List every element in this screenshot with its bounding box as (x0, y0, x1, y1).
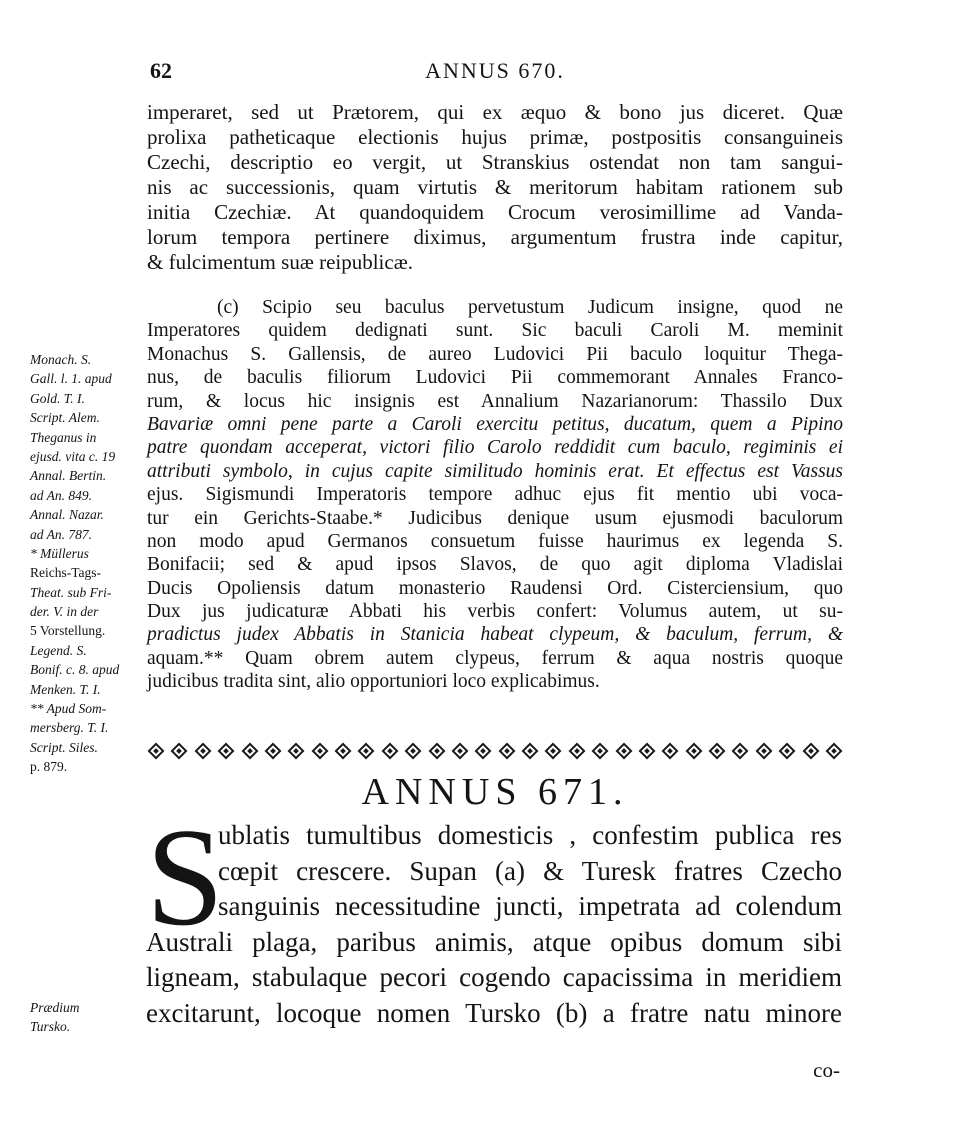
margin-note: * Müllerus (30, 545, 89, 561)
footnote-line: Imperatores quidem dedignati sunt. Sic baculi Caroli M. meminit (147, 320, 843, 342)
margin-notes (30, 350, 148, 777)
diamond-ornament-icon (218, 743, 235, 760)
diamond-ornament-icon (592, 743, 609, 760)
margin-note: Script. Siles. (30, 739, 98, 755)
footnote-line: (c) Scipio seu baculus pervetustum Judicum insigne, quod ne (217, 297, 843, 318)
margin-note: Monach. S. (30, 352, 92, 367)
text-line: nis ac successionis, quam virtutis & meritorum habitam rationem sub (147, 175, 843, 199)
margin-note: Legend. S. (30, 642, 87, 658)
diamond-ornament-icon (405, 743, 422, 760)
margin-note: Theat. sub Fri- (30, 584, 112, 600)
margin-note: Reichs-Tags- (30, 565, 102, 581)
text-line: initia Czechiæ. At quandoquidem Crocum verosimillime ad Vanda- (147, 200, 843, 224)
diamond-ornament-icon (475, 743, 492, 760)
text-line: Czechi, descriptio eo vergit, ut Stranskius ostendat non tam sangui- (147, 150, 843, 174)
body-line: excitarunt, locoque nomen Tursko (b) a fratre natu minore (146, 997, 842, 1028)
footnote-line: Dux jus judicaturæ Abbati his verbis confert: Volumus autem, ut su- (147, 601, 843, 623)
diamond-ornament-icon (264, 743, 281, 760)
main-paragraph (147, 100, 843, 275)
diamond-ornament-icon (545, 743, 562, 760)
footnote-line: aquam.** Quam obrem autem clypeus, ferrum & aqua nostris quoque (147, 647, 843, 669)
margin-note: ejusd. vita c. 19 (30, 448, 116, 464)
footnote-line: attributi symbolo, in cujus capite similitudo hominis erat. Et effectus est Vassus (147, 460, 843, 482)
diamond-ornament-icon (381, 743, 398, 760)
footnote-line: Ducis Opoliensis datum monasterio Raudensi Ord. Cisterciensium, quo (147, 577, 843, 599)
margin-note: Annal. Nazar. (30, 507, 104, 523)
body-line: cœpit crescere. Supan (a) & Turesk fratres Czecho (218, 855, 842, 886)
diamond-ornament-icon (171, 743, 188, 760)
text-line: imperaret, sed ut Prætorem, qui ex æquo & bono jus diceret. Quæ (147, 100, 843, 124)
diamond-ornament-icon (451, 743, 468, 760)
footnote-line: Bavariæ omni pene parte a Caroli exercitu petitus, ducatum, quem a Pipino (147, 413, 843, 435)
catchword: co- (813, 1058, 840, 1082)
diamond-ornament-icon (638, 743, 655, 760)
margin-note: mersberg. T. I. (30, 720, 109, 736)
diamond-ornament-icon (568, 743, 585, 760)
margin-note: p. 879. (30, 759, 68, 775)
diamond-ornament-icon (825, 743, 842, 760)
diamond-ornament-icon (779, 743, 796, 760)
margin-note: Gold. T. I. (30, 390, 85, 406)
diamond-ornament-icon (335, 743, 352, 760)
margin-note: ** Apud Som- (30, 701, 107, 717)
footnote-c (147, 296, 843, 694)
margin-note-praedium (30, 998, 140, 1036)
margin-note: Annal. Bertin. (30, 468, 107, 484)
ornament-divider (150, 740, 840, 762)
diamond-ornament-icon (662, 743, 679, 760)
diamond-ornament-icon (288, 743, 305, 760)
diamond-ornament-icon (522, 743, 539, 760)
footnote-line: tur ein Gerichts-Staabe.* Judicibus denique usum ejusmodi baculorum (147, 507, 843, 529)
diamond-ornament-icon (755, 743, 772, 760)
margin-note: Theganus in (30, 429, 97, 445)
margin-note: Tursko. (30, 1019, 71, 1034)
text-line: & fulcimentum suæ reipublicæ. (147, 250, 413, 274)
diamond-ornament-icon (732, 743, 749, 760)
margin-note: Script. Alem. (30, 410, 100, 426)
diamond-ornament-icon (428, 743, 445, 760)
page-number: 62 (150, 58, 172, 83)
footnote-line: pradictus judex Abbatis in Stanicia habeat clypeum, & baculum, ferrum, & (147, 624, 843, 646)
diamond-ornament-icon (498, 743, 515, 760)
margin-note: Prædium (30, 1000, 80, 1015)
body-line: ublatis tumultibus domesticis , confestim publica res (218, 820, 842, 850)
diamond-ornament-icon (241, 743, 258, 760)
footnote-line: ejus. Sigismundi Imperatoris tempore adhuc ejus fit mentio ubi voca- (147, 484, 843, 506)
body-line: Australi plaga, paribus animis, atque opibus domum sibi (146, 926, 842, 957)
diamond-ornament-icon (194, 743, 211, 760)
margin-note: Gall. l. 1. apud (30, 371, 112, 387)
diamond-ornament-icon (358, 743, 375, 760)
footnote-line: Bonifacii; sed & apud ipsos Slavos, de quo agit diploma Vladislai (147, 554, 843, 576)
running-title: ANNUS 670. (425, 58, 565, 83)
body-line: ligneam, stabulaque pecori cogendo capacissima in meridiem (146, 962, 842, 992)
footnote-line: non modo apud Germanos consuetum fuisse haurimus ex legenda S. (147, 530, 843, 552)
diamond-ornament-icon (148, 743, 165, 760)
margin-note: Menken. T. I. (30, 681, 101, 697)
margin-note: der. V. in der (30, 604, 99, 620)
footnote-line: nus, de baculis filiorum Ludovici Pii commemorant Annales Franco- (147, 367, 843, 389)
margin-note: ad An. 787. (30, 526, 93, 542)
margin-note: 5 Vorstellung. (30, 623, 106, 639)
margin-note: ad An. 849. (30, 487, 93, 503)
diamond-ornament-icon (709, 743, 726, 760)
footnote-line: judicibus tradita sint, alio opportuniori loco explicabimus. (147, 671, 600, 693)
body-line: sanguinis necessitudine juncti, impetrata ad colendum (218, 891, 842, 921)
footnote-line: Monachus S. Gallensis, de aureo Ludovici Pii baculo loquitur Thega- (147, 343, 843, 365)
footnote-line: rum, & locus hic insignis est Annalium Nazarianorum: Thassilo Dux (147, 390, 843, 412)
diamond-ornament-icon (615, 743, 632, 760)
diamond-ornament-icon (685, 743, 702, 760)
footnote-line: patre quondam acceperat, victori filio Carolo reddidit cum baculo, regiminis ei (147, 437, 843, 459)
drop-cap: S (146, 800, 224, 955)
text-line: prolixa patheticaque electionis hujus primæ, postpositis consanguineis (147, 125, 843, 149)
margin-note: Bonif. c. 8. apud (30, 662, 120, 678)
text-line: lorum tempora pertinere diximus, argumentum frustra inde capitur, (147, 225, 843, 249)
diamond-ornament-icon (802, 743, 819, 760)
body-paragraph (146, 818, 842, 1031)
diamond-ornament-icon (311, 743, 328, 760)
section-heading: ANNUS 671. (361, 771, 629, 813)
running-head (150, 58, 840, 88)
